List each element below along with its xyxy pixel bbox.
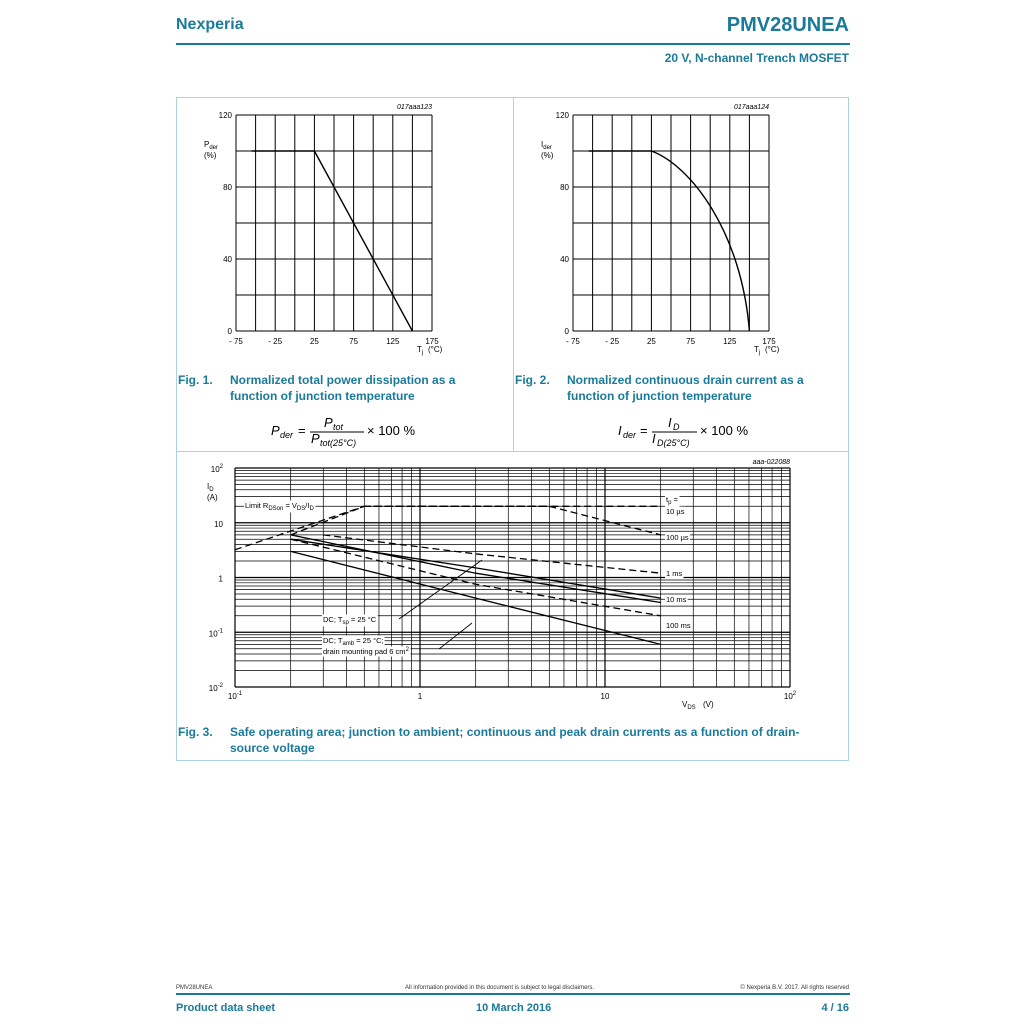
fig2-caption [515,372,845,406]
leader-line [439,623,472,649]
x-axis-unit: (°C) [428,345,443,354]
y-tick-label: 40 [223,255,232,264]
fig3-caption-line2: source voltage [230,741,315,755]
fig1-formula-den-sub: tot(25°C) [320,438,357,448]
x-tick-label: 10 [600,692,610,701]
fig2-caption-line2: function of junction temperature [567,389,752,403]
x-axis-unit: (°C) [765,345,780,354]
fig2-formula-eq: = [640,423,648,438]
y-tick-label: $10^{-2}$ [208,683,223,693]
annotation-dc-tsp: DC; $T_{sp} = 25$ °C [323,615,377,626]
y-axis-label: $I_{der}$ [541,140,552,151]
fig1-formula-tail: × 100 % [367,423,416,438]
annotation-limit: Limit $R_{DSon} = V_{DS}/I_D$ [245,501,314,512]
footer-date: 10 March 2016 [476,1002,552,1014]
x-tick-label: 1 [417,692,423,701]
fig3-caption-line1: Safe operating area; junction to ambient; continuous and peak drain currents as a function of drain- [230,725,800,739]
x-tick-label: 75 [349,337,359,346]
fig2-caption-line1: Normalized continuous drain current as a [567,373,804,387]
fig1-formula [266,410,436,450]
footer-rule [176,993,850,995]
y-tick-label: 80 [223,183,232,192]
fig2-chart [513,98,849,368]
annotation-dc-tamb: DC; $T_{amb} = 25$ °C; [323,636,384,647]
y-axis-label: $P_{der}$ [204,140,219,151]
y-tick-label: 120 [555,111,569,120]
fig2-formula-lhs-sub: der [623,430,637,440]
y-tick-label: 10 [214,519,223,529]
footer-doc-id: PMV28UNEA [176,985,213,991]
x-tick-label: $10^2$ [783,691,797,701]
y-tick-label: 0 [564,327,569,336]
x-tick-label: 175 [762,337,776,346]
y-tick-label: 80 [560,183,569,192]
product-title: PMV28UNEA [726,14,849,36]
footer-copyright: © Nexperia B.V. 2017. All rights reserved [740,985,849,991]
data-curve [252,151,413,331]
annotation-100us: 100 µs [666,533,689,542]
fig1-caption [178,372,508,406]
annotation-1ms: 1 ms [666,569,683,578]
fig2-number: Fig. 2. [515,373,550,387]
series-curve [323,535,660,573]
fig2-formula [613,410,773,450]
fig1-formula-den: P [311,431,320,446]
fig1-formula-lhs-sub: der [280,430,294,440]
x-tick-label: - 75 [566,337,580,346]
y-tick-label: 120 [218,111,232,120]
x-axis-label: $V_{DS}$ [682,700,696,711]
y-tick-label: $10^2$ [210,464,223,474]
y-tick-label: 40 [560,255,569,264]
x-tick-label: - 25 [605,337,620,346]
footer-page: 4 / 16 [821,1002,849,1014]
annotation-10us: 10 µs [666,507,685,516]
footer-legal: All information provided in this document is subject to legal disclaimers. [405,985,595,991]
fig1-number: Fig. 1. [178,373,213,387]
data-curve [589,151,750,331]
y-axis-unit: (%) [541,151,554,160]
fig1-formula-num: P [324,415,333,430]
y-axis-unit: (A) [207,493,218,502]
annotation-100ms: 100 ms [666,621,691,630]
fig2-formula-num-sub: D [673,422,680,432]
header-rule [176,43,850,45]
fig1-chart [176,98,512,368]
x-tick-label: 75 [686,337,696,346]
fig2-formula-den: I [652,431,656,446]
x-tick-label: 125 [723,337,737,346]
fig1-caption-line1: Normalized total power dissipation as a [230,373,456,387]
x-tick-label: 125 [386,337,400,346]
x-tick-label: $10^{-1}$ [227,691,243,701]
annotation-tp: $t_p$ = [666,495,678,506]
brand-name: Nexperia [176,16,244,33]
y-tick-label: 0 [227,327,232,336]
fig3-caption [178,724,843,758]
x-tick-label: - 25 [268,337,283,346]
chart-code: 017aaa124 [733,104,769,111]
fig3-number: Fig. 3. [178,725,213,739]
x-tick-label: - 75 [229,337,243,346]
footer-doc-type: Product data sheet [176,1002,276,1014]
x-tick-label: 175 [425,337,439,346]
fig1-formula-num-sub: tot [333,422,344,432]
fig2-formula-den-sub: D(25°C) [657,438,690,448]
y-axis-unit: (%) [204,151,217,160]
x-axis-label: $T_j$ [417,345,424,356]
fig2-formula-num: I [668,415,672,430]
fig1-formula-lhs: P [271,423,280,438]
x-axis-label: $T_j$ [754,345,761,356]
product-subtitle: 20 V, N-channel Trench MOSFET [664,51,849,65]
chart-code: aaa-022088 [752,459,790,466]
x-tick-label: 25 [309,337,319,346]
y-tick-label: $10^{-1}$ [208,628,223,639]
fig2-formula-lhs: I [618,423,622,438]
annotation-pad: drain mounting pad 6 $cm^2$ [323,647,409,656]
fig2-formula-tail: × 100 % [700,423,749,438]
chart-code: 017aaa123 [396,104,432,111]
fig3-chart [177,453,848,717]
y-tick-label: 1 [218,574,223,584]
annotation-10ms: 10 ms [666,595,687,604]
x-tick-label: 25 [646,337,656,346]
fig1-caption-line2: function of junction temperature [230,389,415,403]
y-axis-label: $I_D$ [207,482,214,493]
fig1-formula-eq: = [298,423,306,438]
x-axis-unit: (V) [703,700,714,709]
